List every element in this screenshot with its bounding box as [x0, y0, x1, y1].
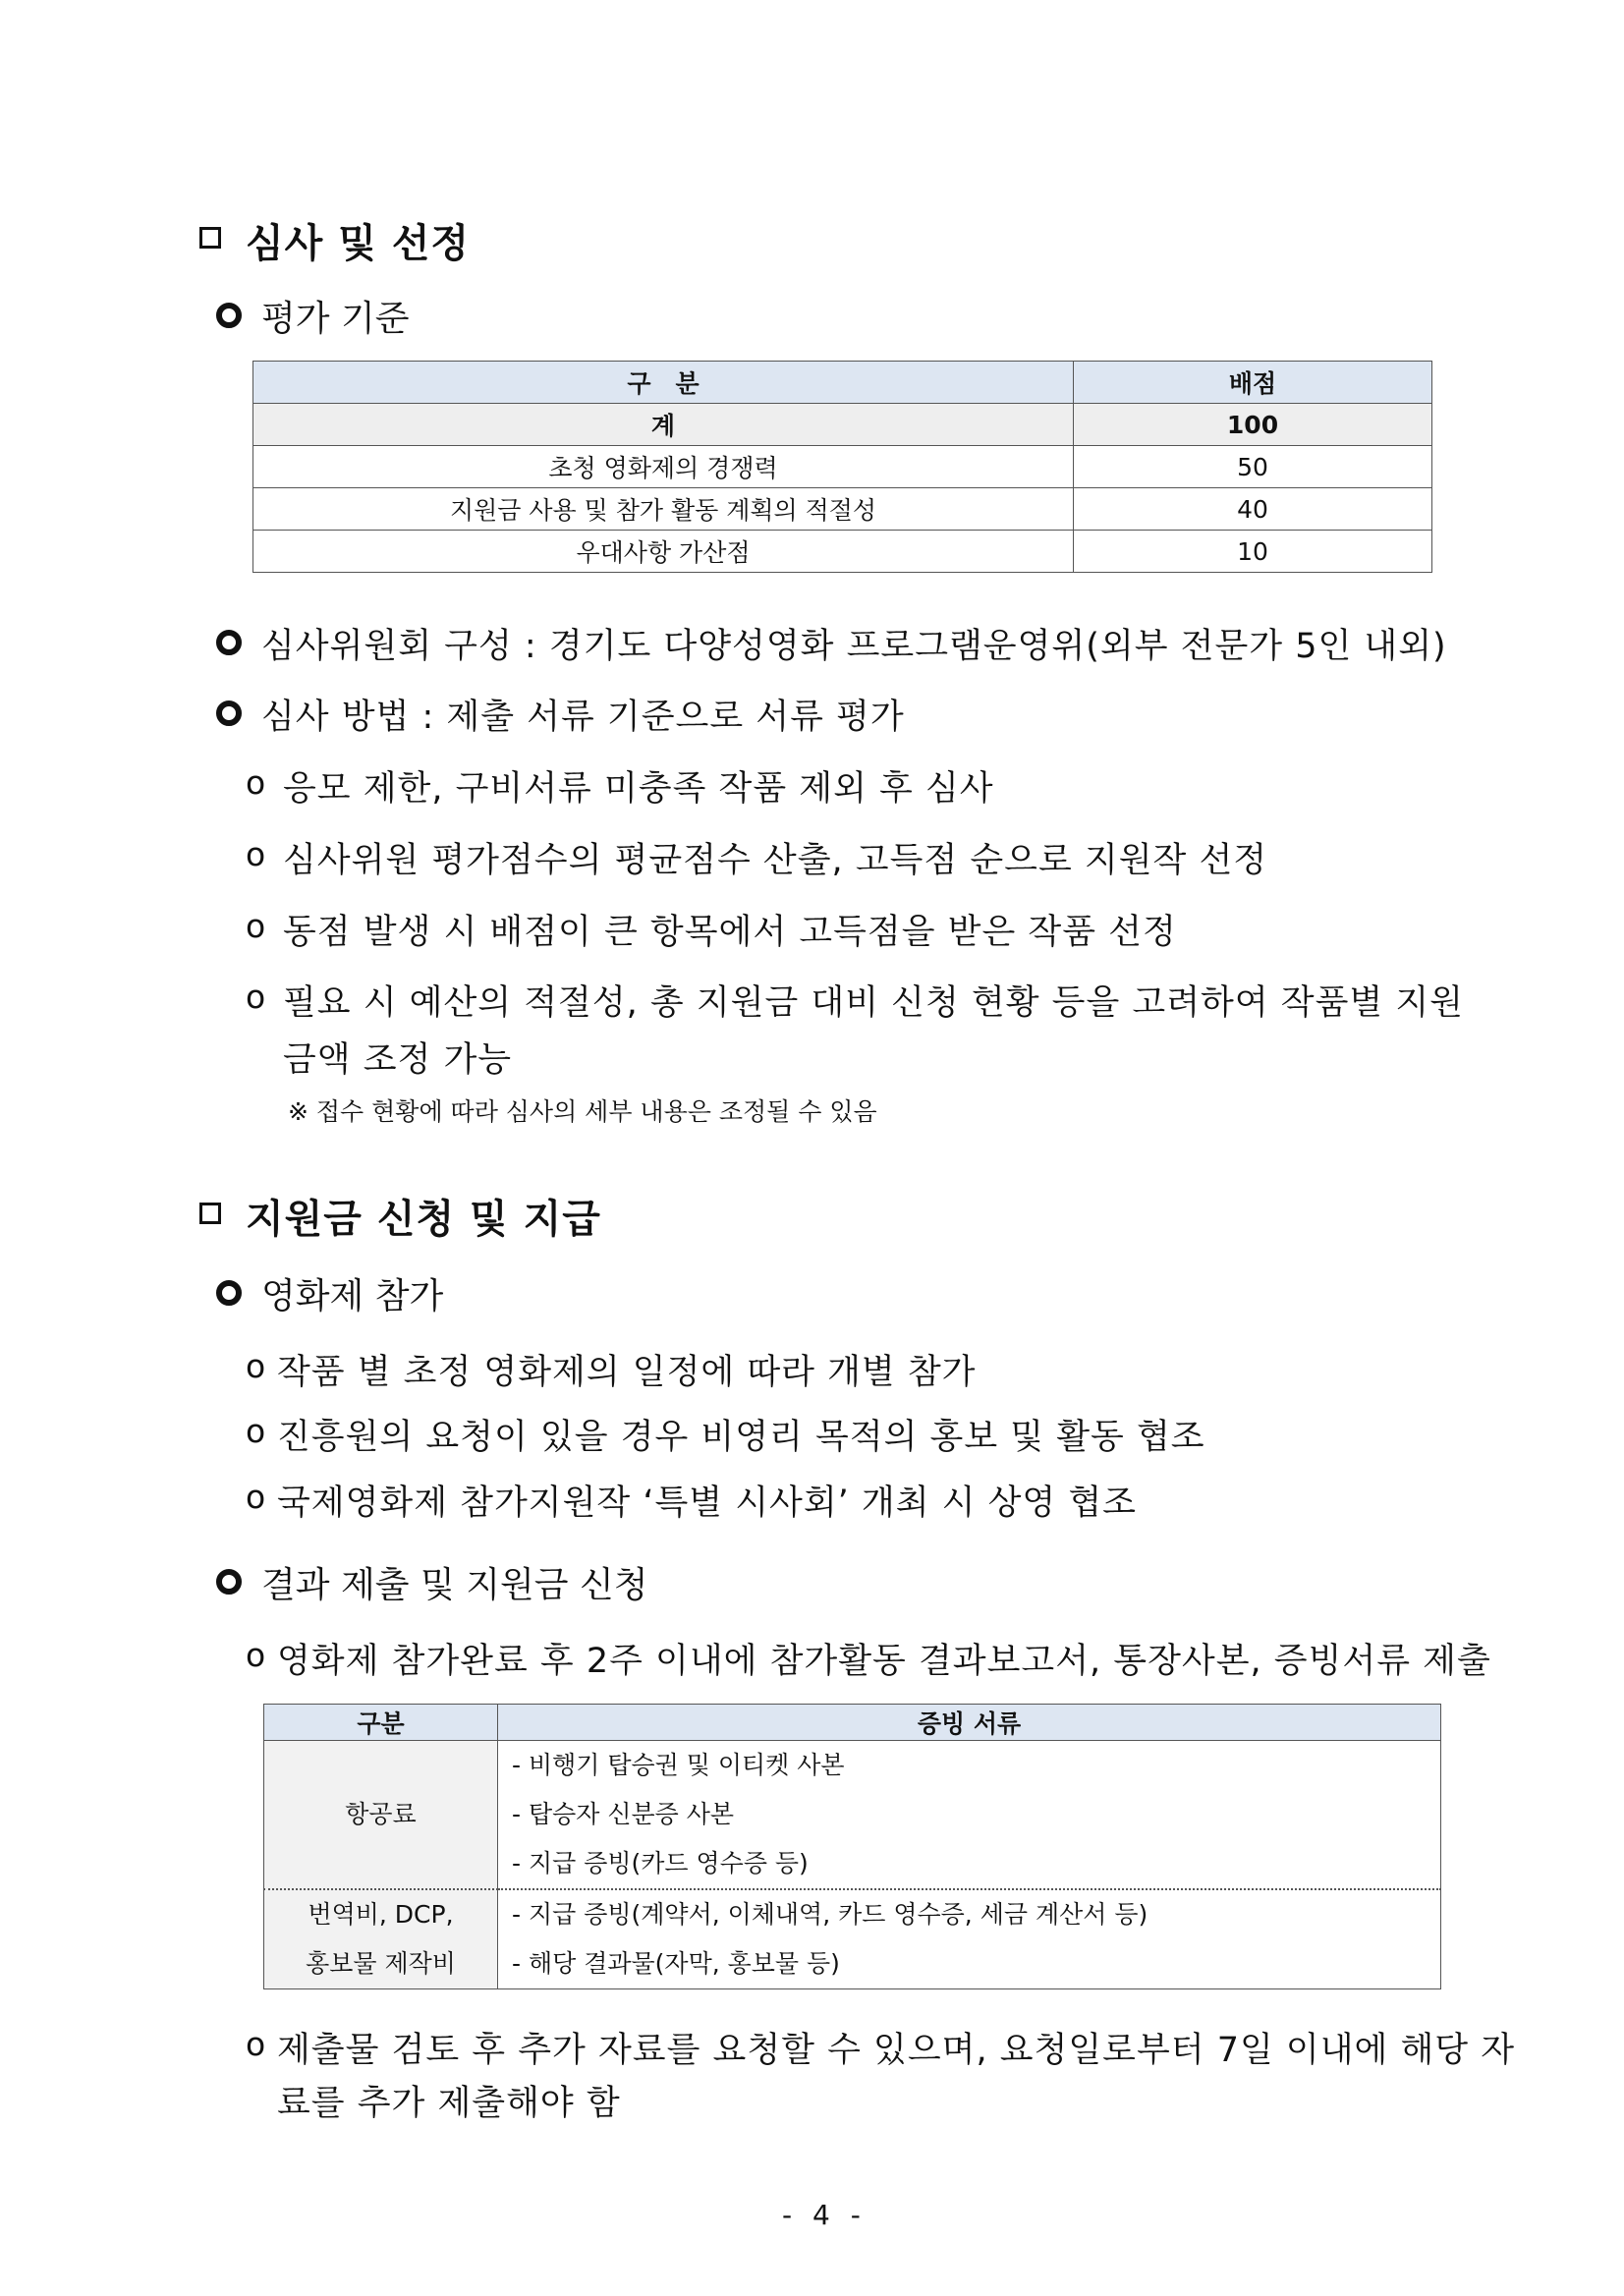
- circle-bullet-icon: [216, 1569, 242, 1595]
- doc-item: - 지급 증빙(계약서, 이체내역, 카드 영수증, 세금 계산서 등): [512, 1900, 1148, 1929]
- criteria-heading: 평가 기준: [261, 299, 410, 339]
- method-item: 필요 시 예산의 적절성, 총 지원금 대비 신청 현황 등을 고려하여 작품별 지원: [283, 983, 1464, 1023]
- table-row: [253, 488, 1432, 531]
- square-bullet-icon: [199, 1203, 221, 1224]
- o-bullet: o: [246, 1636, 266, 1674]
- column-header-category: 구분: [264, 1705, 498, 1741]
- total-label: 계: [253, 404, 1074, 446]
- evidence-table: [263, 1704, 1441, 1989]
- column-header-documents: 증빙 서류: [498, 1705, 1441, 1741]
- page-number: - 4 -: [782, 2199, 867, 2231]
- table-header-row: [264, 1705, 1441, 1741]
- table-row: [253, 531, 1432, 573]
- square-bullet-icon: [199, 227, 221, 249]
- participation-item: 국제영화제 참가지원작 ‘특별 시사회’ 개최 시 상영 협조: [277, 1484, 1137, 1523]
- method-item: 동점 발생 시 배점이 큰 항목에서 고득점을 받은 작품 선정: [283, 913, 1177, 952]
- other-label: [264, 1889, 498, 1989]
- table-row: [253, 446, 1432, 488]
- total-score: 100: [1074, 404, 1432, 446]
- row-score: 40: [1074, 488, 1432, 531]
- other-docs: [498, 1889, 1441, 1989]
- review-item-continued: 료를 추가 제출해야 함: [277, 2084, 621, 2123]
- column-header-category: 구 분: [253, 362, 1074, 404]
- row-label: 지원금 사용 및 참가 활동 계획의 적절성: [253, 488, 1074, 531]
- other-label-line: 홍보물 제작비: [306, 1949, 456, 1978]
- circle-bullet-icon: [216, 1280, 242, 1306]
- section-title-review: 심사 및 선정: [246, 221, 471, 266]
- o-bullet: o: [246, 1347, 266, 1385]
- doc-item: - 탑승자 신분증 사본: [512, 1800, 735, 1828]
- doc-item: - 비행기 탑승권 및 이티켓 사본: [512, 1751, 845, 1779]
- method-text: 심사 방법 : 제출 서류 기준으로 서류 평가: [261, 698, 905, 737]
- circle-bullet-icon: [216, 303, 242, 328]
- airfare-docs: [498, 1741, 1441, 1890]
- section-title-grant: 지원금 신청 및 지급: [246, 1197, 601, 1242]
- method-item-continued: 금액 조정 가능: [283, 1040, 513, 1080]
- table-row-airfare: [264, 1741, 1441, 1890]
- method-item: 심사위원 평가점수의 평균점수 산출, 고득점 순으로 지원작 선정: [283, 841, 1268, 880]
- committee-text: 심사위원회 구성 : 경기도 다양성영화 프로그램운영위(외부 전문가 5인 내외): [261, 627, 1447, 666]
- participation-item: 작품 별 초정 영화제의 일정에 따라 개별 참가: [277, 1353, 977, 1392]
- row-label: 우대사항 가산점: [253, 531, 1074, 573]
- criteria-table: [252, 361, 1432, 573]
- circle-bullet-icon: [216, 700, 242, 726]
- o-bullet: o: [246, 1412, 266, 1450]
- doc-item: - 해당 결과물(자막, 홍보물 등): [512, 1949, 840, 1978]
- doc-item: - 지급 증빙(카드 영수증 등): [512, 1849, 809, 1877]
- o-bullet: o: [246, 2025, 266, 2063]
- result-heading: 결과 제출 및 지원금 신청: [261, 1565, 648, 1605]
- row-label: 초청 영화제의 경쟁력: [253, 446, 1074, 488]
- method-item: 응모 제한, 구비서류 미충족 작품 제외 후 심사: [283, 769, 994, 809]
- table-row-total: [253, 404, 1432, 446]
- airfare-label: 항공료: [264, 1741, 498, 1890]
- participation-item: 진흥원의 요청이 있을 경우 비영리 목적의 홍보 및 활동 협조: [277, 1418, 1205, 1457]
- participation-heading: 영화제 참가: [261, 1276, 444, 1316]
- column-header-score: 배점: [1074, 362, 1432, 404]
- circle-bullet-icon: [216, 630, 242, 655]
- row-score: 50: [1074, 446, 1432, 488]
- note-text: ※ 접수 현황에 따라 심사의 세부 내용은 조정될 수 있음: [288, 1097, 877, 1126]
- o-bullet: o: [246, 978, 266, 1016]
- other-label-line: 번역비, DCP,: [308, 1900, 454, 1929]
- review-item: 제출물 검토 후 추가 자료를 요청할 수 있으며, 요청일로부터 7일 이내에 해당 자: [277, 2031, 1516, 2070]
- o-bullet: o: [246, 907, 266, 945]
- result-item: 영화제 참가완료 후 2주 이내에 참가활동 결과보고서, 통장사본, 증빙서류 제출: [277, 1642, 1491, 1681]
- table-row-other: [264, 1889, 1441, 1989]
- row-score: 10: [1074, 531, 1432, 573]
- o-bullet: o: [246, 835, 266, 873]
- table-header-row: [253, 362, 1432, 404]
- o-bullet: o: [246, 1478, 266, 1516]
- o-bullet: o: [246, 763, 266, 802]
